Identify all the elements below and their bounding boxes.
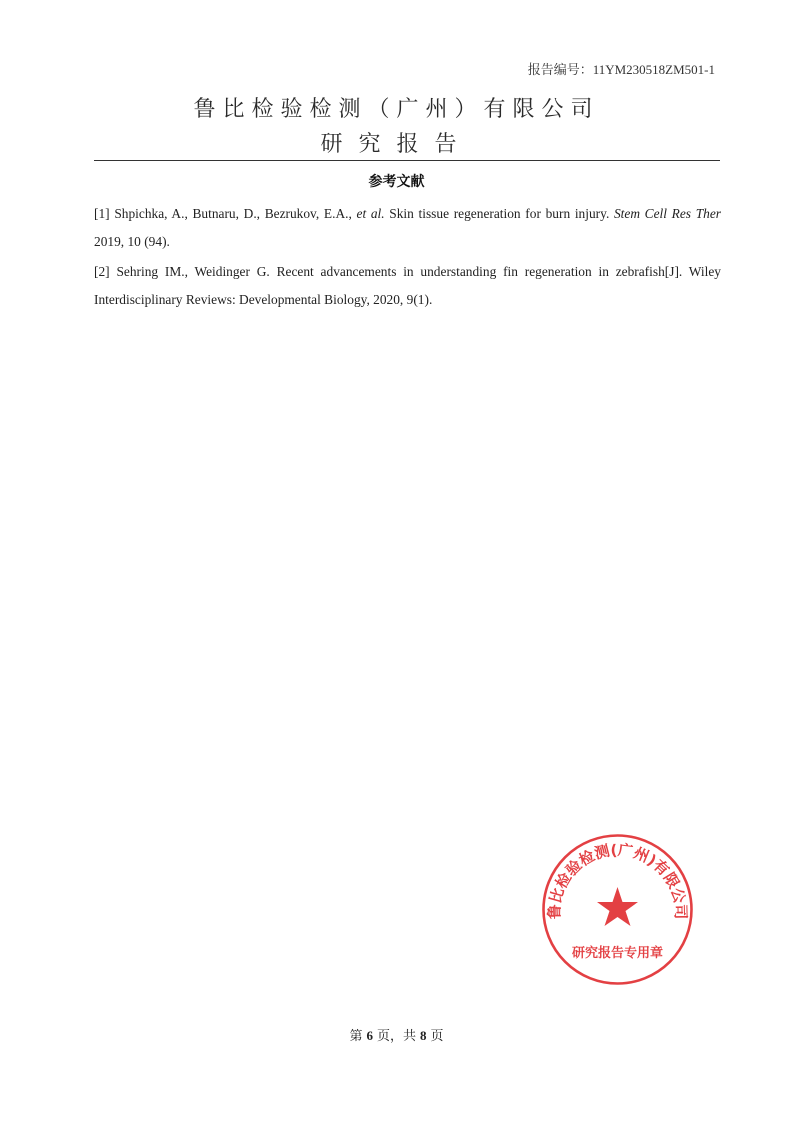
document-title: 研究报告 [320, 132, 473, 157]
star-icon [597, 887, 638, 926]
reference-item [94, 200, 721, 256]
current-page-number: 6 [366, 1028, 373, 1043]
reference-number: [1] [94, 206, 110, 221]
page-footer [0, 1025, 793, 1044]
footer-suffix: 页 [430, 1029, 444, 1044]
report-number: 报告编号：11YM230518ZM501-1 [527, 62, 715, 77]
footer-prefix: 第 [349, 1029, 363, 1044]
reference-details: 2019, 10 (94). [94, 234, 170, 249]
company-name: 鲁比检验检测（广州）有限公司 [193, 97, 600, 122]
company-seal [540, 832, 695, 987]
footer-middle: 页，共 [376, 1029, 416, 1044]
reference-authors: Shpichka, A., Butnaru, D., Bezrukov, E.A., [114, 206, 357, 221]
reference-item [94, 258, 721, 314]
total-pages-number: 8 [420, 1028, 427, 1043]
references-list [94, 200, 721, 314]
reference-et-al: et al. [356, 206, 385, 221]
reference-text: Sehring IM., Weidinger G. Recent advancements in understanding fin regeneration in zebrafish[J]. Wiley Interdisciplinary Reviews: Developmental Biology, 2020, 9(1). [94, 264, 721, 307]
seal-outer-text: 鲁比检验检测(广州)有限公司 [545, 840, 690, 920]
references-heading: 参考文献 [368, 174, 425, 190]
reference-journal: Stem Cell Res Ther [613, 206, 721, 221]
reference-title: Skin tissue regeneration for burn injury. [384, 206, 614, 221]
header-divider [94, 160, 720, 161]
reference-number: [2] [94, 264, 110, 279]
seal-inner-text: 研究报告专用章 [571, 946, 664, 961]
